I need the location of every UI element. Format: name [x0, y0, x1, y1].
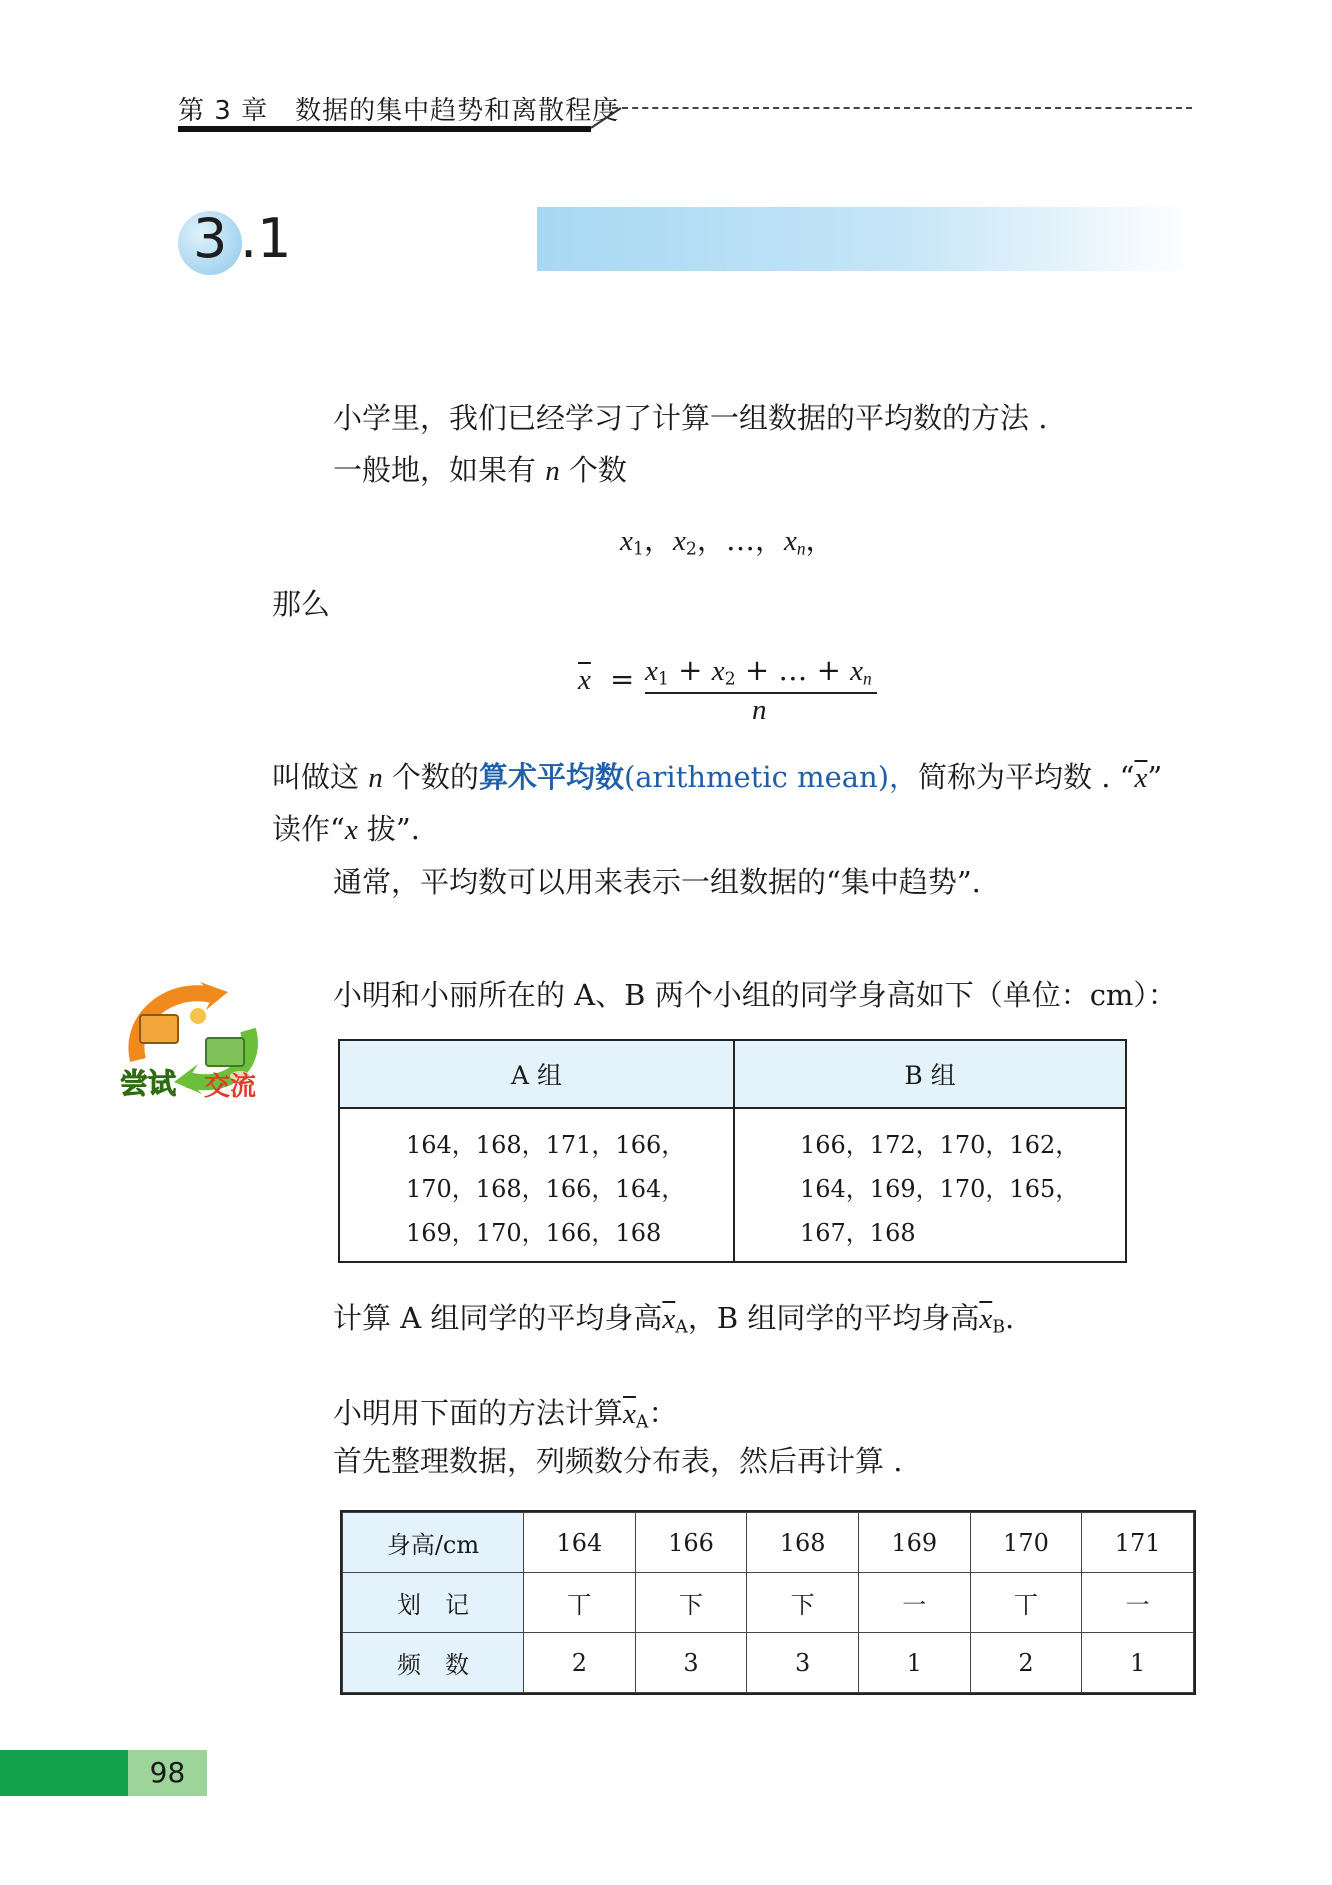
term-arithmetic-mean: 算术平均数: [478, 760, 624, 794]
running-header: [178, 90, 619, 127]
formula-equals: =: [610, 662, 635, 696]
definition-line-1: 叫做这 n 个数的算术平均数(arithmetic mean)，简称为平均数 . “$\overline{x}$”: [272, 760, 1163, 794]
method-line-1: 小明用下面的方法计算$\overline{x}_A$：: [333, 1396, 678, 1433]
activity-prompt: 小明和小丽所在的 A、B 两个小组的同学身高如下（单位：cm）：: [333, 978, 1177, 1012]
group-b-values: 166，172，170，162， 164，169，170，165， 167，168: [800, 1131, 1080, 1247]
group-b-header: B 组: [735, 1041, 1125, 1109]
row-label-frequency: 频 数: [343, 1633, 524, 1693]
method-line-2: 首先整理数据，列频数分布表，然后再计算 .: [333, 1444, 903, 1478]
definition-line-2: 读作“x 拔”.: [272, 812, 420, 846]
group-a-header: A 组: [340, 1041, 733, 1109]
table-row: 身高/cm 164 166 168 169 170 171: [343, 1513, 1194, 1573]
table-divider: [733, 1041, 735, 1261]
icon-text-exchange: 交流: [204, 1072, 257, 1102]
group-heights-table: [338, 1039, 1127, 1263]
formula-numerator: $x_1 + x_2$ + … + $x_n$: [645, 653, 872, 690]
number-sequence: $x_1$，$x_2$，…，$x_n$，: [620, 523, 835, 560]
definition-line-3: 通常，平均数可以用来表示一组数据的“集中趋势”.: [333, 865, 981, 899]
row-label-tally: 划 记: [343, 1573, 524, 1633]
intro-line-1: 小学里，我们已经学习了计算一组数据的平均数的方法 .: [333, 401, 1048, 435]
row-label-height: 身高/cm: [343, 1513, 524, 1573]
footer-green-bar: [0, 1750, 128, 1796]
formula-denominator: n: [752, 694, 767, 726]
group-a-values: 164，168，171，166， 170，168，166，164， 169，170，166，168: [406, 1131, 686, 1247]
section-banner: [537, 207, 1197, 271]
intro-line-2: 一般地，如果有 n 个数: [333, 453, 627, 487]
table-row: 划 记 丅 下 下 一 丅 一: [343, 1573, 1194, 1633]
table-row: 频 数 2 3 3 1 2 1: [343, 1633, 1194, 1693]
chapter-title: 数据的集中趋势和离散程度: [295, 96, 620, 126]
header-dashed-rule: [612, 107, 1192, 109]
frequency-table: [340, 1510, 1196, 1695]
formula-xbar: $\overline{x}$: [578, 664, 591, 696]
chapter-label: 第 3 章: [178, 96, 269, 126]
page-number: 98: [149, 1756, 186, 1789]
task-line: 计算 A 组同学的平均身高$\overline{x}_A$，B 组同学的平均身高$\overline{x}_B$.: [333, 1301, 1015, 1338]
then-word: 那么: [272, 587, 331, 621]
header-slash: [589, 96, 623, 130]
try-exchange-icon: [118, 980, 268, 1110]
section-major-number: 3: [193, 207, 228, 270]
icon-text-try: 尝试: [120, 1067, 177, 1100]
header-underline: [178, 126, 591, 132]
section-minor-number: .1: [240, 207, 292, 270]
